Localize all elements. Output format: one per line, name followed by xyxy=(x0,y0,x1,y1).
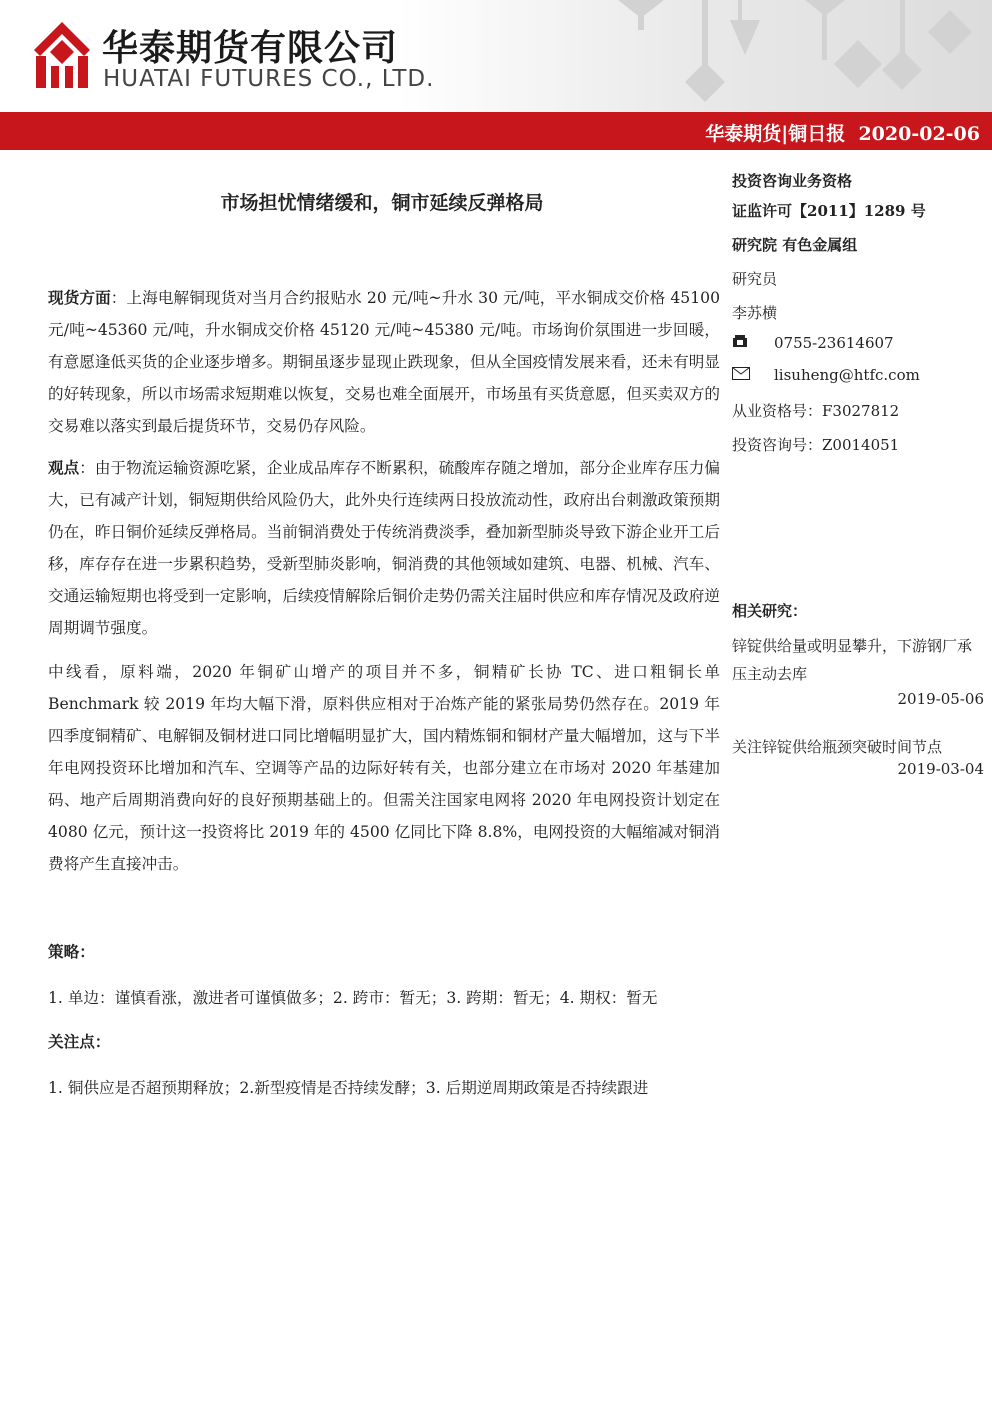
related-item-2-date: 2019-03-04 xyxy=(897,760,984,778)
report-bar xyxy=(0,112,992,150)
analyst-name: 李苏横 xyxy=(732,304,778,322)
cert-number: 从业资格号：F3027812 xyxy=(732,402,900,420)
huatai-logo-icon xyxy=(34,22,90,88)
related-item-2-title[interactable]: 关注锌锭供给瓶颈突破时间节点 xyxy=(732,738,943,756)
mail-icon xyxy=(732,366,754,384)
focus-heading: 关注点： xyxy=(48,1032,111,1051)
report-label: 华泰期货|铜日报 xyxy=(705,123,846,145)
phone-number: 0755-23614607 xyxy=(774,334,894,352)
spot-label: 现货方面 xyxy=(48,288,111,307)
license: 证监许可【2011】1289 号 xyxy=(732,202,926,220)
related-heading: 相关研究： xyxy=(732,602,808,620)
spot-paragraph xyxy=(48,282,720,442)
institute: 研究院 有色金属组 xyxy=(732,236,858,254)
phone-icon xyxy=(732,334,754,352)
strategy-heading: 策略： xyxy=(48,942,95,961)
consult-number: 投资咨询号：Z0014051 xyxy=(732,436,900,454)
related-item-1-date: 2019-05-06 xyxy=(897,690,984,708)
strategy-text: 1. 单边：谨慎看涨，激进者可谨慎做多；2. 跨市：暂无；3. 跨期：暂无；4. 期权：暂无 xyxy=(48,989,658,1007)
view-paragraph xyxy=(48,452,720,644)
spot-text: ：上海电解铜现货对当月合约报贴水 20 元/吨~升水 30 元/吨，平水铜成交价格 45100 元/吨~45360 元/吨，升水铜成交价格 45120 元/吨~45380 元/吨。市场询价氛围进一步回暖，有意愿逢低买货的企业逐步增多。期铜虽逐步显现止跌现象，但从全国疫情发展来看，还未有明显的好转现象，所以市场需求短期难以恢复，交易也难全面展开，市场虽有买货意愿，但买卖双方的交易难以落实到最后提货环节，交易仍存风险。 xyxy=(48,289,720,435)
related-item-1-title[interactable]: 锌锭供给量或明显攀升，下游钢厂承压主动去库 xyxy=(732,637,973,683)
company-name-cn: 华泰期货有限公司 xyxy=(102,28,399,69)
view-label: 观点 xyxy=(48,458,80,477)
focus-text: 1. 铜供应是否超预期释放；2.新型疫情是否持续发酵；3. 后期逆周期政策是否持续跟进 xyxy=(48,1079,649,1097)
header-decoration xyxy=(560,0,992,112)
company-name-en: HUATAI FUTURES CO., LTD. xyxy=(103,66,435,92)
report-date: 2020-02-06 xyxy=(858,123,980,145)
email-address[interactable]: lisuheng@htfc.com xyxy=(774,366,920,384)
view-text: ：由于物流运输资源吃紧，企业成品库存不断累积，硫酸库存随之增加，部分企业库存压力偏大，已有减产计划，铜短期供给风险仍大，此外央行连续两日投放流动性，政府出台刺激政策预期仍在，昨日铜价延续反弹格局。当前铜消费处于传统消费淡季，叠加新型肺炎导致下游企业开工后移，库存存在进一步累积趋势，受新型肺炎影响，铜消费的其他领域如建筑、电器、机械、汽车、交通运输短期也将受到一定影响，后续疫情解除后铜价走势仍需关注届时供应和库存情况及政府逆周期调节强度。 xyxy=(48,459,720,637)
report-title: 市场担忧情绪缓和，铜市延续反弹格局 xyxy=(220,192,544,214)
midterm-paragraph: 中线看，原料端，2020 年铜矿山增产的项目并不多，铜精矿长协 TC、进口粗铜长单 Benchmark 较 2019 年均大幅下滑，原料供应相对于冶炼产能的紧张局势仍然存在。2019 年四季度铜精矿、电解铜及铜材进口同比增幅明显扩大，国内精炼铜和铜材产量大幅增加，这与下半年电网投资环比增加和汽车、空调等产品的边际好转有关，也部分建立在市场对 2020 年基建加码、地产后周期消费向好的良好预期基础上的。但需关注国家电网将 2020 年电网投资计划定在 4080 亿元，预计这一投资将比 2019 年的 4500 亿同比下降 8.8%，电网投资的大幅缩减对铜消费将产生直接冲击。 xyxy=(48,663,720,873)
phone-row xyxy=(732,334,894,352)
qualification: 投资咨询业务资格 xyxy=(732,172,853,190)
page-header xyxy=(0,0,992,112)
report-label-date xyxy=(705,119,980,146)
analyst-role: 研究员 xyxy=(732,270,778,288)
email-row xyxy=(732,366,920,384)
